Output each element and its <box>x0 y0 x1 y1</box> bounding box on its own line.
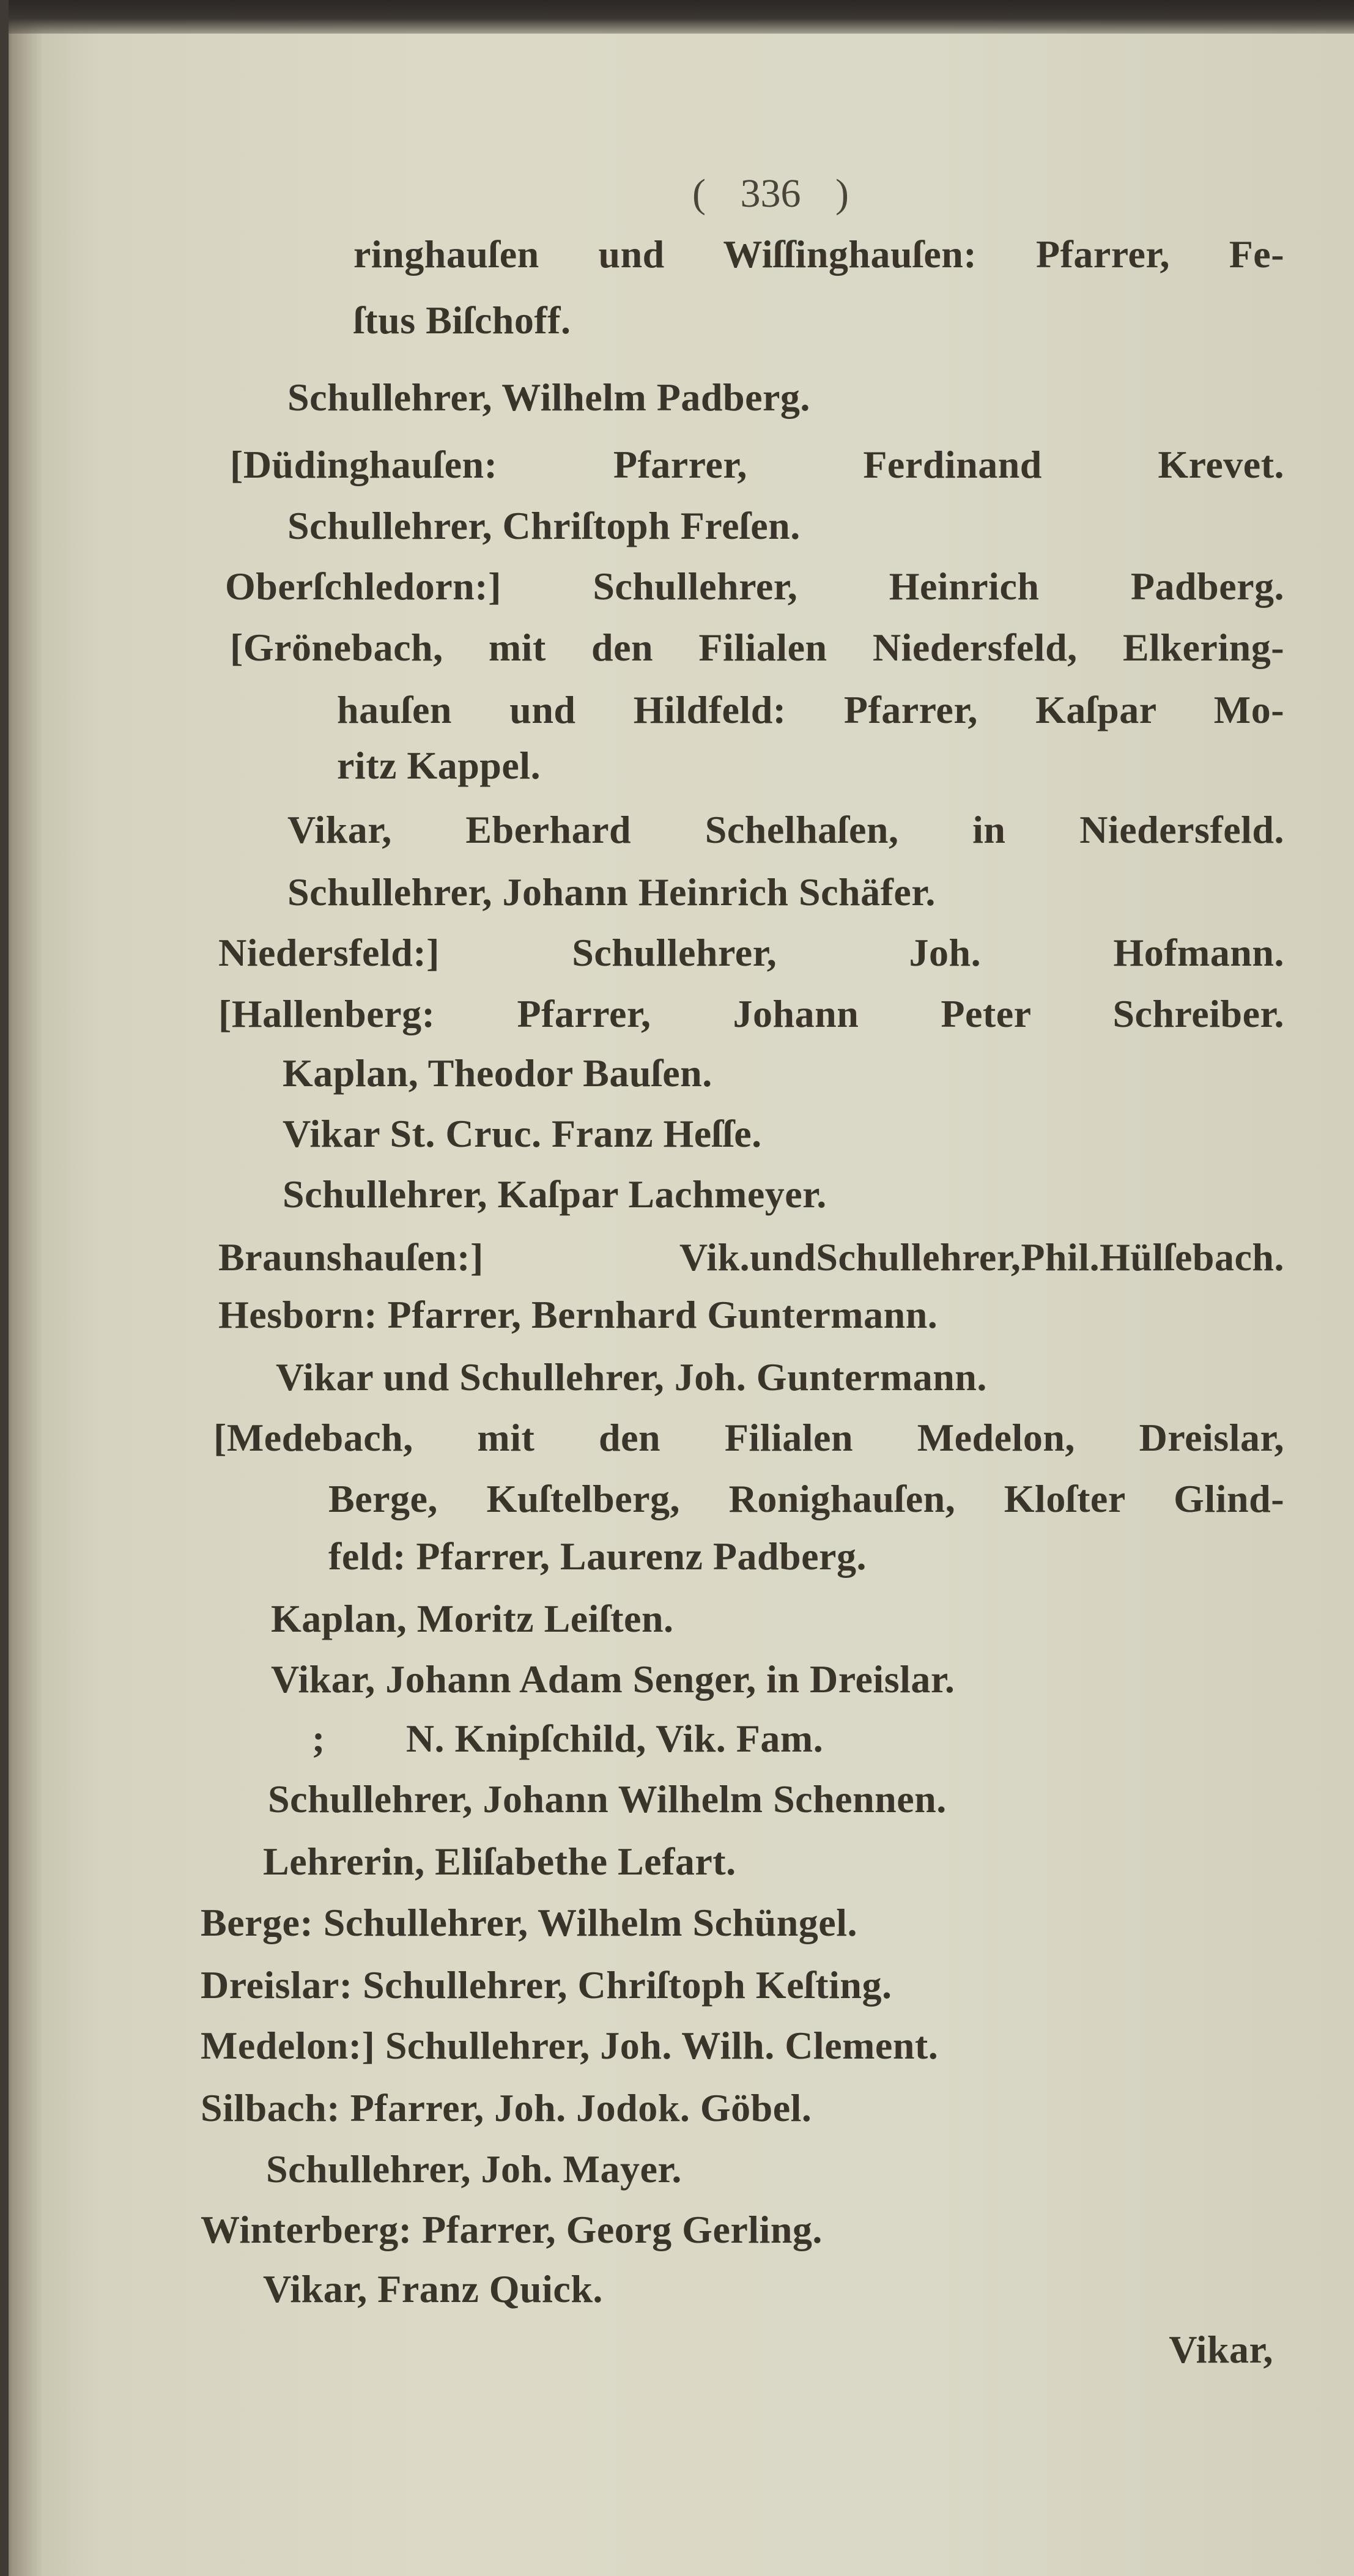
text-line: hauſen und Hildfeld: Pfarrer, Kaſpar Mo- <box>337 688 1284 731</box>
text-line: Schullehrer, Joh. Mayer. <box>266 2147 682 2191</box>
text-line: Vikar St. Cruc. Franz Heſſe. <box>283 1112 762 1155</box>
text-line: Dreislar: Schullehrer, Chriſtoph Keſting. <box>201 1963 892 2007</box>
text-line: Silbach: Pfarrer, Joh. Jodok. Göbel. <box>201 2086 812 2130</box>
text-line: ritz Kappel. <box>337 744 541 787</box>
text-line: Hesborn: Pfarrer, Bernhard Guntermann. <box>218 1293 938 1336</box>
catchword: Vikar, <box>1169 2328 1273 2371</box>
text-line: Winterberg: Pfarrer, Georg Gerling. <box>201 2208 823 2251</box>
text-line: Vikar, Eberhard Schelhaſen, in Niedersfeld. <box>287 808 1284 851</box>
text-line: [Medebach, mit den Filialen Medelon, Dreislar, <box>213 1416 1284 1459</box>
text-line: ſtus Biſchoff. <box>353 298 571 342</box>
text-line: [Grönebach, mit den Filialen Niedersfeld, Elkering- <box>230 626 1284 669</box>
text-line: Berge, Kuſtelberg, Ronighauſen, Kloſter Glind- <box>328 1477 1284 1520</box>
text-line: Vikar, Franz Quick. <box>263 2267 603 2311</box>
text-line: Schullehrer, Chriſtoph Freſen. <box>287 504 801 547</box>
book-spine-edge <box>0 0 9 2576</box>
text-line: ; N. Knipſchild, Vik. Fam. <box>312 1717 824 1760</box>
text-line: Niedersfeld:] Schullehrer, Joh. Hofmann. <box>218 931 1284 974</box>
text-line: Medelon:] Schullehrer, Joh. Wilh. Clement. <box>201 2024 939 2067</box>
text-line: Kaplan, Theodor Bauſen. <box>283 1051 712 1095</box>
text-line: Vikar und Schullehrer, Joh. Guntermann. <box>276 1355 987 1399</box>
text-line: Berge: Schullehrer, Wilhelm Schüngel. <box>201 1901 857 1944</box>
text-line: Vikar, Johann Adam Senger, in Dreislar. <box>271 1657 955 1701</box>
scan-top-edge <box>0 0 1354 34</box>
text-line: Schullehrer, Johann Heinrich Schäfer. <box>287 870 936 914</box>
text-line: [Hallenberg: Pfarrer, Johann Peter Schreiber. <box>218 992 1284 1035</box>
text-line: Lehrerin, Eliſabethe Lefart. <box>263 1840 736 1883</box>
text-line: Braunshauſen:] Vik.undSchullehrer,Phil.Hülſebach. <box>218 1235 1284 1279</box>
text-line: Kaplan, Moritz Leiſten. <box>271 1597 674 1640</box>
text-line: Schullehrer, Kaſpar Lachmeyer. <box>283 1172 827 1216</box>
page-number: ( 336 ) <box>692 171 849 216</box>
text-line: feld: Pfarrer, Laurenz Padberg. <box>328 1534 867 1578</box>
text-line: Schullehrer, Johann Wilhelm Schennen. <box>268 1777 947 1821</box>
text-line: Oberſchledorn:] Schullehrer, Heinrich Padberg. <box>225 564 1284 608</box>
text-line: ringhauſen und Wiſſinghauſen: Pfarrer, Fe- <box>353 232 1284 276</box>
text-line: Schullehrer, Wilhelm Padberg. <box>287 376 810 419</box>
text-line: [Düdinghauſen: Pfarrer, Ferdinand Krevet. <box>230 443 1284 486</box>
